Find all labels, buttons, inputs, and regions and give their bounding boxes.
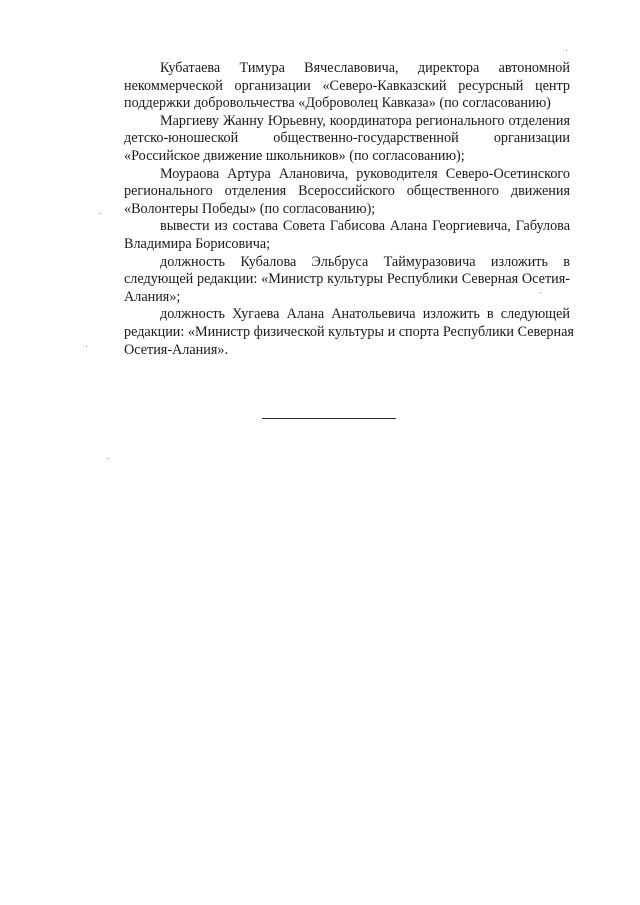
paragraph-kubalov-position bbox=[88, 254, 570, 307]
text-line: вывести из состава Совета Габисова Алана Георгиевича, Габулова bbox=[160, 218, 570, 235]
closing-rule bbox=[262, 418, 396, 419]
text-line: Кубатаева Тимура Вячеславовича, директора автономной bbox=[160, 60, 570, 76]
text-line: «Российское движение школьников» (по согласованию); bbox=[124, 147, 465, 164]
text-line: детско-юношеской общественно-государственной организации bbox=[124, 130, 570, 147]
paragraph-margieva bbox=[88, 113, 570, 166]
text-line: Осетия-Алания». bbox=[124, 341, 229, 358]
scan-speck bbox=[540, 292, 541, 293]
text-line: поддержки добровольчества «Доброволец Кавказа» (по согласованию) bbox=[124, 95, 551, 112]
text-line: редакции: «Министр физической культуры и спорта Республики Северная bbox=[124, 323, 574, 340]
text-line: регионального отделения Всероссийского общественного движения bbox=[124, 183, 570, 200]
text-line: Алания»; bbox=[124, 288, 181, 305]
paragraph-kubataev bbox=[88, 60, 570, 113]
text-line: некоммерческой организации «Северо-Кавказский ресурсный центр bbox=[124, 77, 570, 94]
text-line: «Волонтеры Победы» (по согласованию); bbox=[124, 200, 376, 217]
paragraph-khugaev-position bbox=[88, 306, 574, 359]
text-line: Маргиеву Жанну Юрьевну, координатора регионального отделения bbox=[160, 112, 570, 129]
paragraph-mouraov bbox=[88, 166, 570, 219]
scan-speck bbox=[566, 50, 567, 51]
text-line: Владимира Борисовича; bbox=[124, 235, 271, 252]
document-body bbox=[88, 60, 574, 359]
scan-speck bbox=[108, 458, 109, 459]
text-line: следующей редакции: «Министр культуры Республики Северная Осетия- bbox=[124, 271, 570, 288]
scan-speck bbox=[86, 346, 87, 347]
text-line: Моураова Артура Алановича, руководителя Северо-Осетинского bbox=[160, 165, 570, 182]
paragraph-remove-members bbox=[88, 218, 570, 253]
text-line: должность Кубалова Эльбруса Таймуразовича изложить в bbox=[160, 253, 570, 270]
scan-speck bbox=[99, 213, 100, 214]
text-line: должность Хугаева Алана Анатольевича изложить в следующей bbox=[160, 306, 570, 323]
